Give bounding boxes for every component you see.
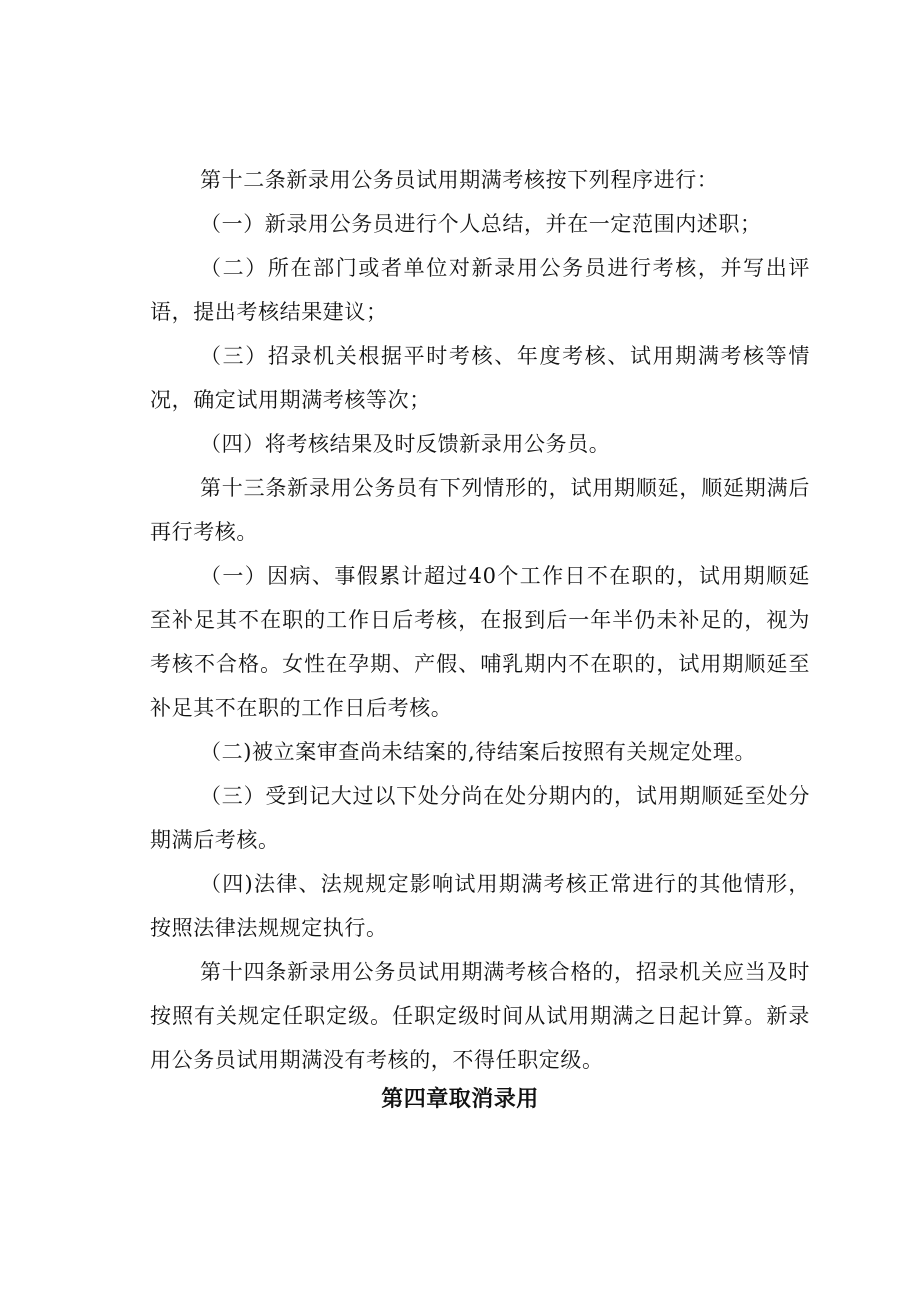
article-13-item-4: （四)法律、法规规定影响试用期满考核正常进行的其他情形，按照法律法规规定执行。 — [150, 872, 810, 940]
article-13-paragraph: 第十三条新录用公务员有下列情形的，试用期顺延，顺延期满后再行考核。 — [150, 476, 810, 544]
article-12-item-2: （二）所在部门或者单位对新录用公务员进行考核，并写出评语，提出考核结果建议； — [150, 256, 810, 324]
chapter-heading: 第四章取消录用 — [381, 1087, 539, 1112]
article-12-item-3: （三）招录机关根据平时考核、年度考核、试用期满考核等情况，确定试用期满考核等次； — [150, 344, 810, 412]
document-body — [150, 158, 810, 1082]
article-12-item-4: （四）将考核结果及时反馈新录用公务员。 — [200, 432, 611, 456]
article-12-paragraph: 第十二条新录用公务员试用期满考核按下列程序进行： — [200, 168, 719, 192]
article-13-item-2: （二)被立案审查尚未结案的,待结案后按照有关规定处理。 — [200, 740, 757, 764]
article-12-item-1: （一）新录用公务员进行个人总结，并在一定范围内述职； — [200, 212, 762, 236]
article-13-item-3: （三）受到记大过以下处分尚在处分期内的，试用期顺延至处分期满后考核。 — [150, 784, 810, 852]
article-13-item-1: （一）因病、事假累计超过40个工作日不在职的，试用期顺延至补足其不在职的工作日后考核，在报到后一年半仍未补足的，视为考核不合格。女性在孕期、产假、哺乳期内不在职的，试用期顺延至补足其不在职的工作日后考核。 — [150, 564, 810, 720]
article-14-paragraph: 第十四条新录用公务员试用期满考核合格的，招录机关应当及时按照有关规定任职定级。任职定级时间从试用期满之日起计算。新录用公务员试用期满没有考核的，不得任职定级。 — [150, 960, 810, 1072]
